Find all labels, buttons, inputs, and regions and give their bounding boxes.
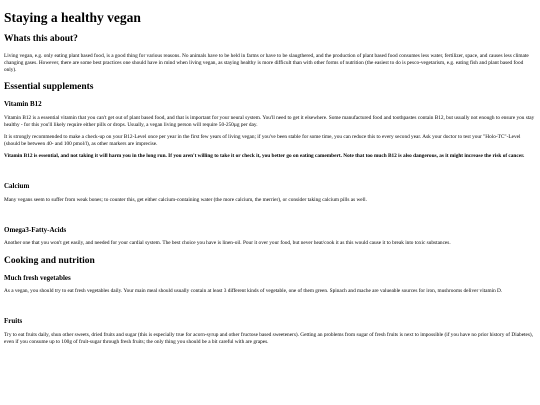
- section-heading-about: Whats this about?: [4, 34, 78, 45]
- b12-paragraph-2: It is strongly recommended to make a check-up on your B12-Level once per year in the first few years of living vegan; if you've been stable for some time, you can reduce this to every second year. Ask your doctor to test your "Holo-TC"-Level (should be between 40- and 100 pmol/l), as other markers are imprecise.: [4, 134, 521, 148]
- subheading-calcium: Calcium: [4, 182, 30, 191]
- spacer: [4, 300, 536, 310]
- vegetables-paragraph: As a vegan, you should try to eat fresh vegetables daily. Your main meal should usually contain at least 3 different kinds of vegetable, one of them green. Spinach and mache are valueable sources for iron, mushrooms deliver vitamin D.: [4, 288, 503, 295]
- subheading-omega3: Omega3-Fatty-Acids: [4, 226, 67, 235]
- section-heading-cooking: Cooking and nutrition: [4, 255, 95, 266]
- calcium-paragraph: Many vegans seem to suffer from weak bones; to counter this, get either calcium-containing water (the more calcium, the merrier), or consider taking calcium pills as well.: [4, 196, 367, 203]
- about-paragraph: Living vegan, e.g. only eating plant based food, is a good thing for various reasons. No animals have to be held in farms or have to be slaugthered, and the production of plant based food consumes less water, fertilizer, space, and causes less climate changing gases. However, there are some best practices one should have in mind when living vegan, as staying healthy is more difficult than with other forms of nutrition (the easiest to do is pesco-vegetarism, e.g. eating fish and plant based food only).: [4, 52, 529, 73]
- subheading-vitamin-b12: Vitamin B12: [4, 100, 42, 109]
- spacer: [4, 209, 536, 219]
- b12-warning-paragraph: Vitamin B12 is essential, and not taking it will harm you in the long run. If you aren't willing to take it or check it, you better go on eating camembert. Note that too much B12 is also dangerous, as it might increase the risk of cancer.: [4, 153, 525, 160]
- omega3-paragraph: Another one that you won't get easily, and needed for your cardial system. The best choice you have is linen-oil. Pour it over your food, but never heat/cook it as this would cause it to break into toxic substances.: [4, 240, 451, 247]
- b12-paragraph-1: Vitamin B12 is a essential vitamin that you can't get out of plant based food, and that is important for your neural system. You'll need to get it elsewhere. Some manufactured food and toothpastes contain B12, but usually not enough to ensure you stay healthy - for this you'll likely require either pills or drops. Usually, a vegan living person will require 50-250µg per day.: [4, 114, 535, 128]
- fruits-paragraph: Try to eat fruits daily, shun other sweets, dried fruits and sugar (this is especially true for acorn-syrup and other fructose based sweeteners). Getting an problems from sugar of fresh fruits is next to impossible (if you have no prior history of Diabetes), even if you consume up to 100g of fruit-sugar through fresh fruits; the only thing you should be a bit careful with are grapes.: [4, 331, 534, 345]
- page-title: Staying a healthy vegan: [4, 10, 141, 25]
- subheading-fruits: Fruits: [4, 317, 23, 326]
- subheading-vegetables: Much fresh vegetables: [4, 273, 71, 282]
- section-heading-supplements: Essential supplements: [4, 82, 94, 92]
- spacer: [4, 165, 536, 175]
